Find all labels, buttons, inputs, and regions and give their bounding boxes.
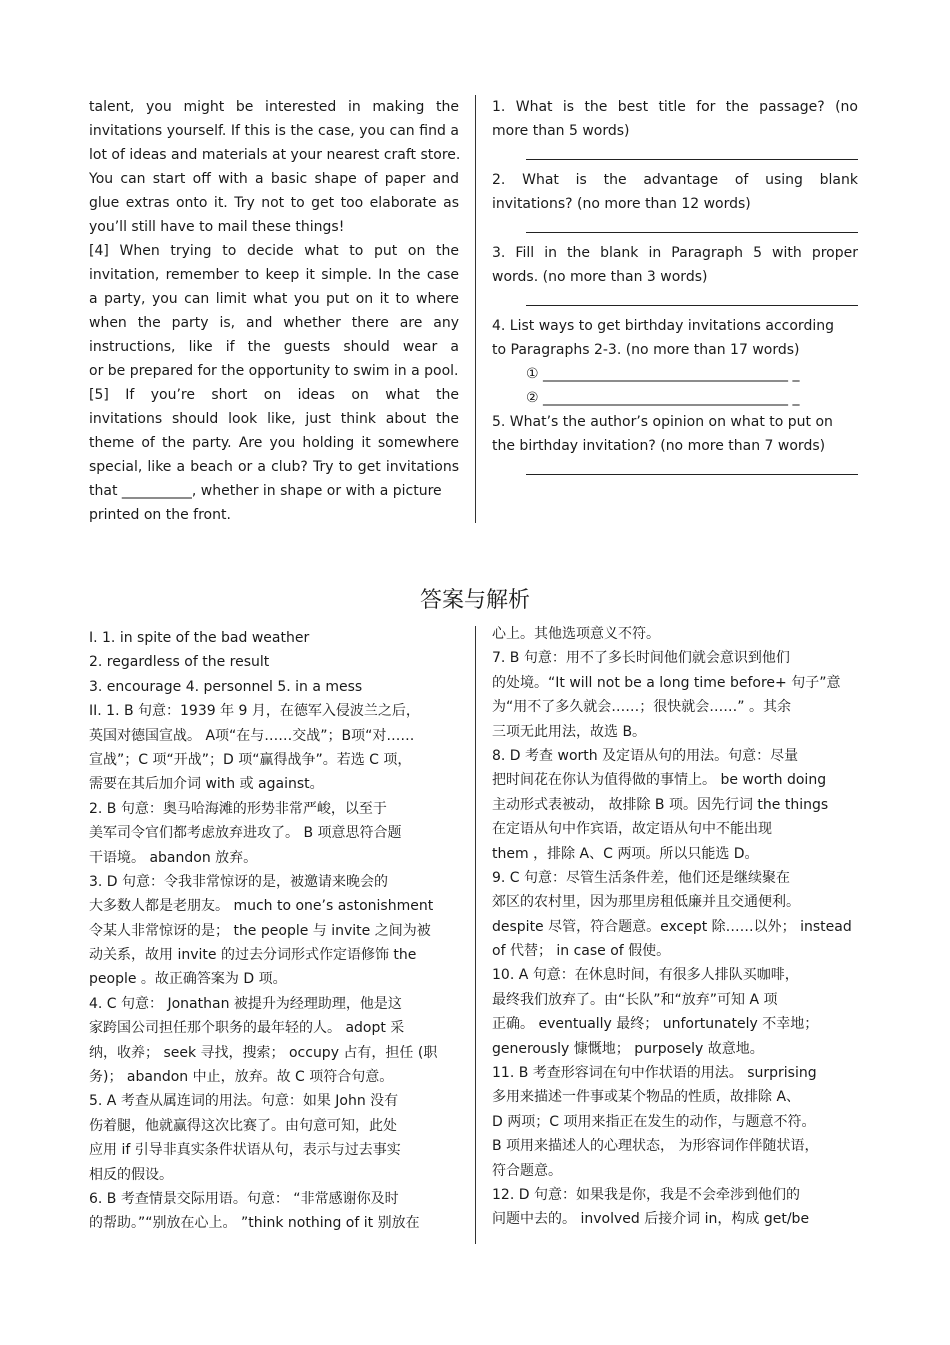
passage-line: theme of the party. Are you holding it somewhere — [89, 435, 459, 451]
answer-line: 务)； abandon 中止，放弃。故 C 项符合句意。 — [89, 1069, 394, 1086]
passage-line: invitation, remember to keep it simple. In the case — [89, 267, 459, 283]
passage-line: or be prepared for the opportunity to swim in a pool. — [89, 363, 459, 379]
answer-blank[interactable] — [526, 143, 858, 160]
question-3 — [492, 241, 932, 306]
answer-line: people 。故正确答案为 D 项。 — [89, 971, 287, 988]
passage-line: you’ll still have to mail these things! — [89, 219, 345, 235]
answer-line: 大多数人都是老朋友。 much to one’s astonishment — [89, 898, 434, 915]
answer-line: of 代替； in case of 假使。 — [492, 943, 671, 960]
answer-line: 8. D 考查 worth 及定语从句的用法。句意：尽量 — [492, 747, 799, 764]
answer-line: 为“用不了多久就会……；很快就会……” 。其余 — [492, 699, 791, 716]
answer-blank-2[interactable]: ② ___________________________________ _ — [526, 390, 800, 406]
answer-line: 美军司令官们都考虑放弃进攻了。 B 项意思符合题 — [89, 825, 402, 842]
answer-line: 家跨国公司担任那个职务的最年轻的人。 adopt 采 — [89, 1020, 405, 1037]
answer-line: 三项无此用法，故选 B。 — [492, 723, 647, 740]
answer-line: 5. A 考查从属连词的用法。句意：如果 John 没有 — [89, 1093, 399, 1110]
question-text: 1. What is the best title for the passage? (no — [492, 99, 858, 115]
question-text: 5. What’s the author’s opinion on what to put on — [492, 414, 833, 430]
answer-line: 需要在其后加介词 with 或 against。 — [89, 776, 324, 793]
question-text: 4. List ways to get birthday invitations according — [492, 318, 834, 334]
passage-line: printed on the front. — [89, 507, 231, 523]
answer-line: 主动形式表被动， 故排除 B 项。因先行词 the things — [492, 796, 829, 813]
answer-line: 正确。 eventually 最终； unfortunately 不幸地； — [492, 1016, 819, 1033]
answer-line: 纳，收养； seek 寻找，搜索； occupy 占有，担任 (职 — [89, 1044, 438, 1061]
answer-line: I. 1. in spite of the bad weather — [89, 630, 310, 646]
answer-line: 的处境。“It will not be a long time before+ 句子”意 — [492, 674, 841, 691]
answer-blank[interactable] — [526, 458, 858, 475]
question-text: the birthday invitation? (no more than 7 words) — [492, 438, 826, 454]
passage-line: [5] If you’re short on ideas on what the — [89, 387, 459, 403]
question-4 — [492, 314, 932, 410]
passage-line: that __________, whether in shape or with a picture — [89, 483, 442, 499]
answers-right-column — [492, 622, 858, 1232]
answer-line: 12. D 句意：如果我是你，我是不会牵涉到他们的 — [492, 1186, 800, 1203]
answer-line: 的帮助。”“别放在心上。 ”think nothing of it 别放在 — [89, 1215, 420, 1232]
answer-line: 令某人非常惊讶的是； the people 与 invite 之间为被 — [89, 922, 431, 939]
answer-line: 多用来描述一件事或某个物品的性质，故排除 A、 — [492, 1089, 801, 1106]
answer-line: 相反的假设。 — [89, 1166, 173, 1183]
question-text: 3. Fill in the blank in Paragraph 5 with proper — [492, 245, 858, 261]
answer-line: 动关系，故用 invite 的过去分词形式作定语修饰 the — [89, 947, 417, 964]
answer-line: 英国对德国宣战。 A项“在与……交战”；B项“对…… — [89, 727, 415, 744]
question-2 — [492, 168, 932, 233]
answers-left-column — [89, 626, 455, 1236]
questions-block — [492, 95, 932, 483]
answer-line: D 两项；C 项用来指正在发生的动作，与题意不符。 — [492, 1113, 816, 1130]
passage-line: when the party is, and whether there are any — [89, 315, 459, 331]
passage-line: talent, you might be interested in making the — [89, 99, 459, 115]
answer-line: 10. A 句意：在休息时间，有很多人排队买咖啡， — [492, 967, 799, 984]
passage-line: instructions, like if the guests should wear a — [89, 339, 459, 355]
answer-line: 3. encourage 4. personnel 5. in a mess — [89, 678, 363, 695]
answer-line: 把时间花在你认为值得做的事情上。 be worth doing — [492, 772, 827, 789]
answer-line: 9. C 句意：尽管生活条件差，他们还是继续聚在 — [492, 869, 791, 886]
answer-blank-1[interactable]: ① ___________________________________ _ — [526, 366, 800, 382]
answer-line: B 项用来描述人的心理状态， 为形容词作伴随状语， — [492, 1138, 819, 1155]
passage-line: [4] When trying to decide what to put on the — [89, 243, 459, 259]
reading-passage — [89, 95, 459, 527]
answer-blank[interactable] — [526, 289, 858, 306]
answer-line: despite 尽管，符合题意。except 除……以外； instead — [492, 918, 852, 935]
answer-line: 2. regardless of the result — [89, 654, 270, 671]
passage-line: You can start off with a basic shape of paper and — [89, 171, 459, 187]
answer-blank[interactable] — [526, 216, 858, 233]
answer-line: 干语境。 abandon 放弃。 — [89, 849, 258, 866]
answer-line: 6. B 考查情景交际用语。句意： “非常感谢你及时 — [89, 1190, 399, 1207]
answer-line: 宣战”；C 项“开战”；D 项“赢得战争”。若选 C 项， — [89, 751, 412, 768]
question-text: to Paragraphs 2-3. (no more than 17 words) — [492, 342, 800, 358]
passage-line: invitations yourself. If this is the case, you can find a — [89, 123, 459, 139]
answer-line: II. 1. B 句意：1939 年 9 月，在德军入侵波兰之后， — [89, 703, 420, 720]
passage-line: glue extras onto it. Try not to get too elaborate as — [89, 195, 459, 211]
answer-line: 11. B 考查形容词在句中作状语的用法。 surprising — [492, 1065, 817, 1082]
answer-line: 4. C 句意： Jonathan 被提升为经理助理，他是这 — [89, 995, 402, 1012]
question-text: invitations? (no more than 12 words) — [492, 196, 751, 212]
answer-line: 符合题意。 — [492, 1162, 562, 1179]
answer-line: 应用 if 引导非真实条件状语从句，表示与过去事实 — [89, 1142, 401, 1159]
passage-line: special, like a beach or a club? Try to get invitations — [89, 459, 459, 475]
answer-line: 7. B 句意：用不了多长时间他们就会意识到他们 — [492, 650, 790, 667]
answer-line: 伤着腿，他就赢得这次比赛了。由句意可知，此处 — [89, 1117, 397, 1134]
answer-line: generously 慷慨地； purposely 故意地。 — [492, 1040, 764, 1057]
section-title: 答案与解析 — [419, 588, 530, 613]
answer-line: 心上。其他选项意义不符。 — [492, 626, 660, 642]
question-1 — [492, 95, 932, 160]
question-5 — [492, 410, 932, 475]
column-divider-top — [475, 95, 476, 523]
passage-line: invitations should look like, just think about the — [89, 411, 459, 427]
question-text: words. (no more than 3 words) — [492, 269, 708, 285]
answer-line: 郊区的农村里，因为那里房租低廉并且交通便利。 — [492, 894, 800, 911]
column-divider-bottom — [475, 626, 476, 1244]
answer-line: 2. B 句意：奥马哈海滩的形势非常严峻，以至于 — [89, 800, 387, 817]
passage-line: a party, you can limit what you put on it to where — [89, 291, 459, 307]
answer-line: them ，排除 A、C 两项。所以只能选 D。 — [492, 845, 759, 862]
question-text: 2. What is the advantage of using blank — [492, 172, 858, 188]
question-text: more than 5 words) — [492, 123, 630, 139]
answer-line: 在定语从句中作宾语，故定语从句中不能出现 — [492, 821, 772, 838]
answer-line: 问题中去的。 involved 后接介词 in，构成 get/be — [492, 1211, 810, 1228]
answer-line: 最终我们放弃了。由“长队”和“放弃”可知 A 项 — [492, 991, 778, 1008]
answer-line: 3. D 句意：令我非常惊讶的是，被邀请来晚会的 — [89, 873, 389, 890]
passage-line: lot of ideas and materials at your nearest craft store. — [89, 147, 461, 163]
